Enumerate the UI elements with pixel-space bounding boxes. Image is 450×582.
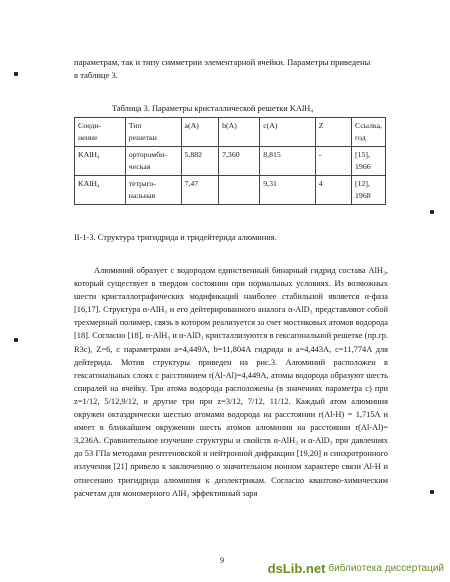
table-cell: [219, 176, 260, 205]
table-header-cell: b(A): [219, 118, 260, 147]
table-cell: 8,815: [260, 147, 316, 176]
body-text: Алюминий образует с водородом единственный бинарный гидрид состава AlH₃, который существует в твердом состоянии при нормальных условиях. Из возможных шести кристаллографических модификаций наиболее стабильной является α-фаза [16,17]. Структура α-AlH₃ и его дейтерированного аналога α-AlD₃ представляют собой трехмерный полимер, связь в котором реализуется за счет мостиковых атомов водорода [18]. Согласно [18], α-AlH₃ и α-AlD₃ кристаллизуются в гексагональной решетке (пр.гр. R3c), Z=6, с параметрами a=4,449A, b=11,804A гидрида и a=4,443A, c=11,774A для дейтерида. Мотив структуры приведен на рис.3. Алюминий расположен в гексагональных слоях с расстоянием r(Al-Al)=4,449A, атомы водорода образуют шесть спиралей на ячейку. Три атома водорода расположены (в значениях параметра c) при z=1/12, 5/12,9/12, и другие три при z=3/12, 7/12, 11/12. Каждый атом алюминия окружен октаэдрически шестью атомами водорода на расстоянии r(Al-H) = 1,715A и имеет в ближайшем окружении шесть атомов алюминия на расстоянии r(Al-Al)= 3,236A. Сравнительное изучение структуры и свойств α-AlH₃ и α-AlD₃ при давлениях до 53 ГПа методами рентгеновской и нейтронной дифракции [19,20] и синхротронного излучения [21] привело к заключению о значительном ионном характере связи Al-H и отнесению тригидрида алюминия к диэлектрикам. Согласно квантово-химическим расчетам для мономерного AlH₃ эффективный заря: [74, 266, 388, 498]
table-cell: тетраго- нальная: [125, 176, 181, 205]
table-row: [75, 147, 386, 176]
table-header-row: [75, 118, 386, 147]
table-cell: [12], 1968: [352, 176, 386, 205]
table-cell: 7,47: [181, 176, 219, 205]
margin-mark: [14, 338, 18, 342]
margin-mark: [430, 210, 434, 214]
table-header-cell: Ссылка, год: [352, 118, 386, 147]
table-cell: 7,360: [219, 147, 260, 176]
margin-mark: [430, 490, 434, 494]
section-heading: II-1-3. Структура тригидрида и тридейтерида алюминия.: [74, 233, 277, 242]
table-header-cell: Z: [315, 118, 351, 147]
table-cell: 4: [315, 176, 351, 205]
lattice-parameters-table: [74, 117, 386, 205]
intro-line-1: параметрам, так и типу симметрии элементарной ячейки. Параметры приведены: [74, 57, 371, 67]
intro-paragraph: [74, 56, 388, 82]
table-header-cell: a(A): [181, 118, 219, 147]
table-cell: орторомби- ческая: [125, 147, 181, 176]
page-number: 9: [220, 556, 225, 565]
table-cell: 5,882: [181, 147, 219, 176]
table-cell: [15], 1966: [352, 147, 386, 176]
table-cell: 9,31: [260, 176, 316, 205]
watermark-logo: dsLib.net: [267, 561, 326, 576]
body-paragraph: [74, 264, 388, 500]
watermark-subtitle: библиотека диссертаций: [328, 563, 444, 574]
table-cell: KAlH₄: [75, 147, 126, 176]
margin-mark: [14, 72, 18, 76]
table-caption: Таблица 3. Параметры кристаллической решетки KAlH₄: [112, 104, 314, 113]
watermark: [268, 561, 444, 576]
table-cell: -: [315, 147, 351, 176]
table-header-cell: c(A): [260, 118, 316, 147]
intro-line-2: в таблице 3.: [74, 70, 118, 80]
table-cell: KAlH₄: [75, 176, 126, 205]
table-header-cell: Тип решетки: [125, 118, 181, 147]
table-row: [75, 176, 386, 205]
table-header-cell: Соеди- нение: [75, 118, 126, 147]
